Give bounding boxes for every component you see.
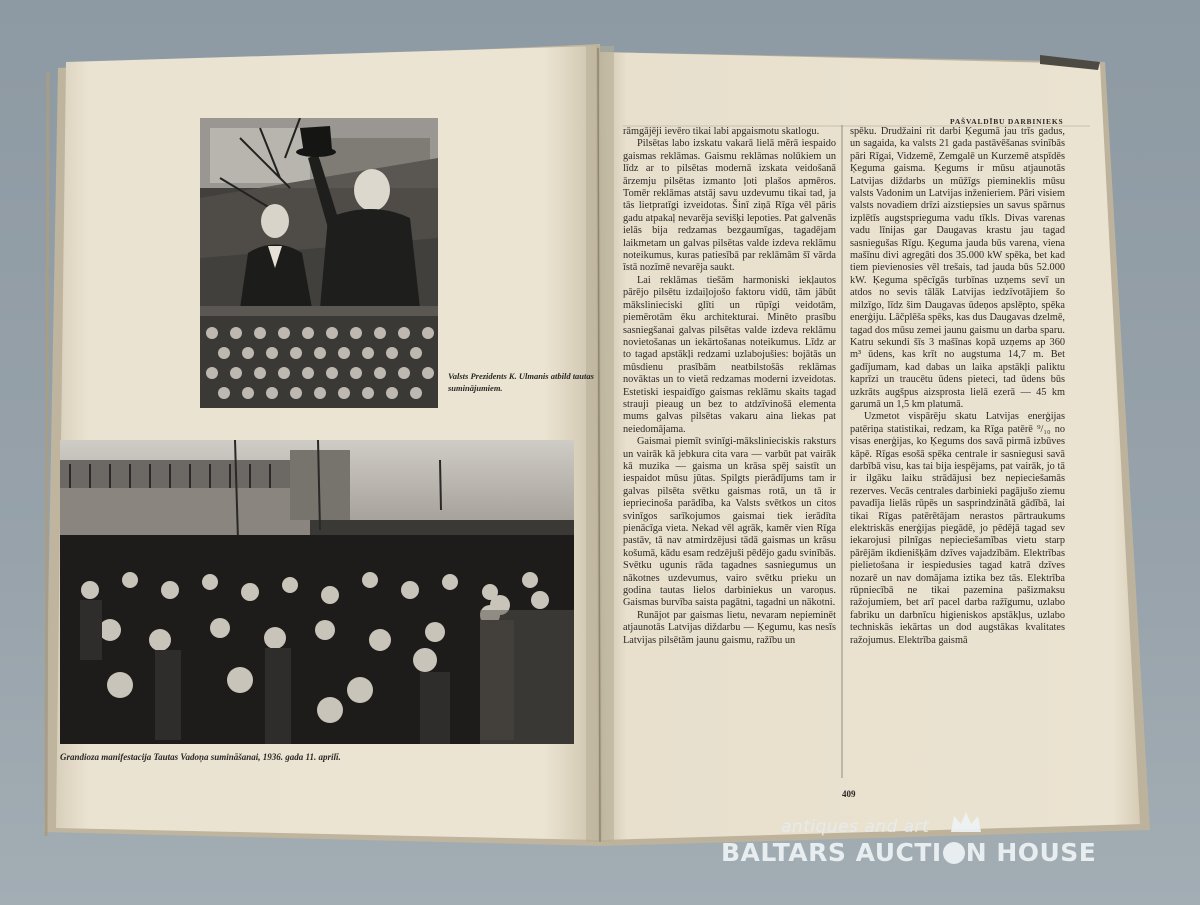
brand-text-right: N HOUSE <box>965 838 1097 867</box>
paragraph: Lai reklāmas tiešām harmoniski iekļautos pārējo pilsētu izdaiļojošo faktoru vidū, tām jābūt mākslinieciski glīti un rūpīgi veidotām, piemērotām ēku architekturai. Minēto prasību sasniegšanai galvas pilsētas valde izdeva reklāmu novietošanas un iekārtošanas noteikumus. Līdz ar to tagad apstākļi redzami uzlabojušies: bojātās un mūsdienu prasībām neatbilstošās reklāmas novāktas un to vietā redzamas moderni izveidotas. Estetiski iespaidīgo gaismas reklāmu skaits tagad strauji pieaug un bez to atdzīvinošā elementa mums galvas pilsētas vakaru aina liekas pat neiedomājama. <box>623 274 836 435</box>
brand-o-icon <box>943 842 965 864</box>
running-header: PAŠVALDĪBU DARBINIEKS <box>950 117 1064 126</box>
photo2-caption: Grandioza manifestacija Tautas Vadoņa sumināšanai, 1936. gada 11. aprilī. <box>60 752 341 762</box>
text-column-1 <box>623 126 836 647</box>
photo-crowd-manifestation <box>60 440 574 744</box>
watermark-brand <box>721 838 1096 867</box>
page-number: 409 <box>842 789 856 799</box>
paragraph: Uzmetot vispārēju skatu Latvijas enerģijas patēriņa statistikai, redzam, ka Rīga patērē ⁹/₁₀ no visas enerģijas, ko Ķegums dos savā pirmā izbūves kāpē. Rīgas esošā spēka centrale ir sasniegusi savā darbībā visu, kas tai bija iespējams, pat vairāk, jo tā ir ilgāku laiku strādājusi bez nepieciešamās rezerves. Vecās centrales darbinieki pagājušo ziemu pavadīja lielās rūpēs un sasprindzinātā gādībā, lai tikai Rīgas patērētājam nerastos pārtraukums elektriskās enerģijas piegādē, jo pēdējā tagad sev iekarojusi pilnīgas nepieciešamības vietu starp pārējām ikdienišķām dzīves vajadzībām. Elektrības pielietošana ir iespiedusies tagad katrā dzīves nozarē un nav domājama iztika bez tās. Elektrība rūpniecībā ne tikai pazemina pašizmaksu ražojumiem, bet arī pacel darba ražīgumu, uzlabo fabriku un darbnīcu higieniskos apstākļus, uzlabo techniskās iekārtas un dod augstākas kvalitates ražojumus. Elektrība gaismā <box>850 411 1065 646</box>
brand-text-left: BALTARS AUCTI <box>721 838 942 867</box>
paragraph: spēku. Drudžaini rit darbi Ķegumā jau trīs gadus, un sagaida, ka valsts 21 gada pastāvēšanas svinībās pāri Rīgai, Vidzemē, Zemgalē un Kurzemē atspīdēs Ķeguma gaisma. Ķegums ir mūsu atjaunotās Latvijas diždarbs un mūžīgs piemineklis mūsu valsts Vadonim un Latvijas inženieriem. Pāri visiem valsts novadiem drīzi aizstiepsies un savus spārnus izplētīs augstsprieguma vadu tīkls. Divas varenas vadu līnijas gar Daugavas krastu jau tagad sasniegušas Rīgu. Ķeguma jauda būs varena, viena mašīnu divi agregāti dos 35.000 kW spēka, bet kad tiem pievienosies vēl trešais, tad jauda būs 52.000 kW. Ķeguma spēcīgās turbīnas uzņems sevī un atdos no sevis tālāk Latvijas iedzīvotājiem šo milzīgo, līdz šim Daugavas ūdeņos apslēpto, spēka enerģiju. Lāčplēša spēks, kas dus Daugavas dzelmē, tagad dos mūsu zemei jaunu gaismu un darba sparu. Katru sekundi šīs 3 mašīnas kopā uzņems ap 360 m³ ūdens, kas krīt no augstuma 14,7 m. Bet gadījumam, kad dabas un laika apstākļi paliktu kaprīzi un traucētu ūdens pieteci, tad ūdens būs uzkrāts augšpus aizsprosta lielā ezerā — 45 km garumā un 1,5 km platumā. <box>850 126 1065 410</box>
photo-president-waving <box>200 118 438 408</box>
photo1-caption: Valsts Prezidents K. Ulmanis atbild tautas suminājumiem. <box>448 371 594 393</box>
watermark-tagline: antiques and art <box>781 817 930 837</box>
text-column-2 <box>850 126 1065 647</box>
paragraph: Pilsētas labo izskatu vakarā lielā mērā iespaido gaismas reklāmas. Gaismu reklāmas nolūkiem un līdz ar to pilsētas modernā izskata veidošanā ārzemju pilsētas izmanto ļoti plašos apmēros. Tomēr reklāmas atstāj savu uzdevumu tikai tad, ja tās lietpratīgi izveidotas. Šinī ziņā Rīga vēl pāris gadu atpakaļ nevarēja sevišķi lepoties. Pat galvenās ielās bija redzamas bezgaumīgas, tagadējam laikmetam un galvas pilsētas valde izdeva reklāmu noteikumus, kuras patiesībā par reklāmām šī vārda īstā nozīmē nevarēja saukt. <box>623 138 836 274</box>
paragraph: rāmgājēji ievēro tikai labi apgaismotu skatlogu. <box>623 126 820 137</box>
crown-icon <box>948 810 984 834</box>
paragraph: Gaismai piemīt svinīgi-mākslinieciskis raksturs un vairāk kā jebkura cita vara — varbūt pat vairāk kā muzika — gaisma un krāsa spēj saistīt un iespaidot mūsu jūtas. Spilgts pierādījums tam ir galvas pilsēta svētku gaismas rotā, un tā ir iepriecinoša parādība, ka Valsts svētkos un citos svinīgos sarīkojumos gaismai tiek ierādīta pienācīga vieta. Nekad vēl agrāk, kamēr vien Rīga pastāv, tā nav atmirdzējusi tādā gaismas un krāsu košumā, kādu esam redzējuši pēdējo gadu svinībās. Svētku ugunis rāda tagadnes sasniegumus un nākotnes uzdevumus, vairo svētku prieku un godina tautas lielos darbiniekus un varoņus. Gaismas burvība saista pagātni, tagadni un nākotni. <box>623 436 836 609</box>
paragraph: Runājot par gaismas lietu, nevaram nepieminēt atjaunotās Latvijas diždarbu — Ķegumu, kas nesīs Latvijas pilsētām jaunu gaismu, ražību un <box>623 609 836 646</box>
